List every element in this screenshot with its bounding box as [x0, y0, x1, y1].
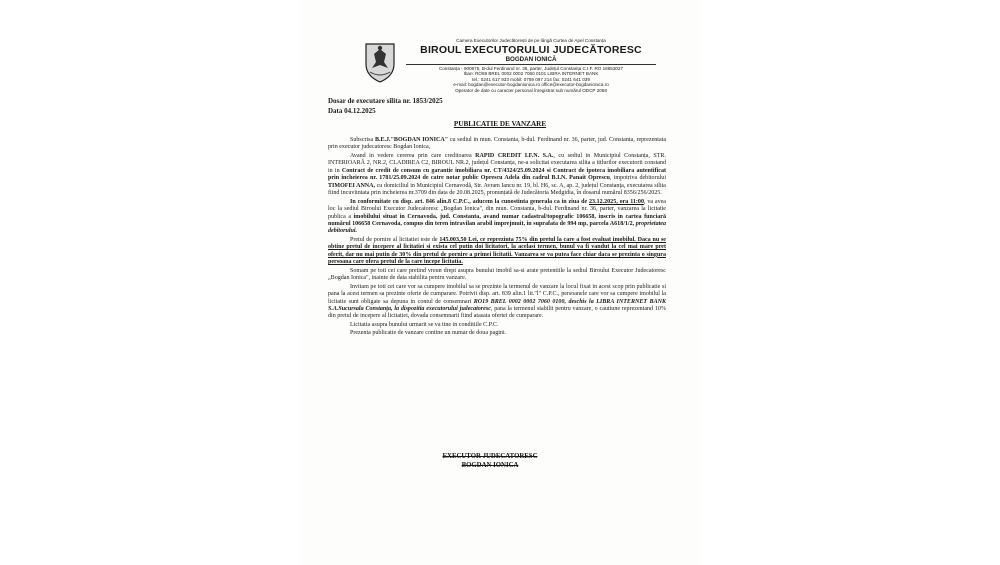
paragraph-8: Prezenta publicatie de vanzare contine un numar de doua pagini.: [350, 330, 507, 337]
email-line: e-mail: bogdan@executor-bogdanionica.ro office@executor-bogdanionica.ro: [453, 82, 609, 88]
signature-block: [430, 452, 550, 470]
coat-of-arms-icon: [362, 40, 398, 84]
paragraph-1: Subscrisa B.E.J."BOGDAN IONICA" cu sediul in mun. Constanta, b-dul. Ferdinand nr. 36, parter, jud. Constanta, reprezentata prin executor judecatoresc Bogdan Ionica,: [328, 137, 666, 151]
document-page: [300, 0, 700, 565]
bank-line: Iban: RO69 BREL 0002 0002 7060 0101 LIBRA INTERNET BANK: [463, 71, 599, 77]
case-reference: [328, 97, 443, 116]
case-number: Dosar de executare silita nr. 1853/2025: [328, 97, 443, 105]
chamber-line: Camera Executorilor Judecătorești de pe lângă Curtea de Apel Constanța: [456, 38, 606, 43]
phone-line: tel.: 0241 617 933 mobil: 0769 097 214 fax: 0241 641 039: [472, 76, 590, 82]
header-divider: [406, 64, 656, 65]
signature-name: BOGDAN IONICA: [461, 462, 519, 469]
operator-line: Operator de date cu caracter personal înregistrat sub numărul ODCP 2068: [455, 87, 607, 93]
address-line: Constanța - 900675, B-dul Ferdinand nr. 36, parter, Județul Constanța C.I.F. RO 18653027: [438, 65, 624, 71]
paragraph-4: Pretul de pornire al licitatiei este de 145.003,50 Lei, ce reprezinta 75% din pretul la care a fost evaluat imobilul. Daca nu se obtine pretul de incepere al licitatiei si exista cel putin doi licitatori, la acelasi termen, bunul va fi vandut la cel mai mare pret oferit, dar nu mai putin de 30% din pretul de pornire a primei licitatii. Vanzarea se va putea face chiar daca se prezinta o singura persoana care ofera pretul de la care incepe licitatia.: [328, 236, 666, 266]
office-title: BIROUL EXECUTORULUI JUDECĂTORESC: [420, 43, 642, 56]
paragraph-7: Licitatia asupra bunului urmarit se va tine in conditiile C.P.C.: [350, 321, 499, 328]
letterhead: [362, 38, 652, 94]
paragraph-3: In conformitate cu disp. art. 846 alin.8 C.P.C., aducem la cunostinta generala ca in ziua de 23.12.2025, ora 11:00, va avea loc la sediul Biroului Executor Judecatoresc „Bogdan Ionica", din mun. Constanta, b-dul. Ferdinand nr. 36, parter, vanzarea la licitatie publica a imobilului situat in Cernavoda, jud. Constanta, avand numar cadastral/topografic 106658, inscris in cartea funciară numărul 106658 Cernavoda, compus din teren intravilan arabil imprejmuit, in suprafata de 994 mp, parcela A618/1/2, proprietatea debitorului.: [328, 198, 666, 235]
paragraph-6: Invitam pe toti cei care vor sa cumpere imobilul sa se prezinte la termenul de vanzare la locul fixat in acest scop prin publicatie si pana la acest termen sa prezinte oferte de cumparare. Potrivit disp. art. 839 alin.1 lit."l" C.P.C., persoanele care vor sa cumpere imobilul la licitatie sunt obligate sa depuna in contul de consemnari RO19 BREL 0002 0002 7060 0100, deschis la LIBRA INTERNET BANK S.A.Sucursala Constanța, la dispozitia executorului judecatoresc, pana la termenul stabilit pentru vanzare, o cautiune reprezentand 10% din pretul de incepere al licitatiei, dovada consemnarii fiind atasata ofertei de cumparare.: [328, 283, 666, 320]
paragraph-2: Avand in vedere cererea prin care creditoarea RAPID CREDIT I.F.N. S.A., cu sediul in Municipiul Constanța, STR. INTERIOARĂ 2, NR.2, CLADIREA C2, BIROUL NR.2, județul Constanța, ne-a solicitat executarea silita a titlurilor executorii constand in in Contract de credit de consum cu garantie imobiliara nr. CT/4324/25.09.2024 si Contract de ipoteca imobiliara autentificat prin incheierea nr. 1781/25.09.2024 de catre notar public Oprescu Adela din cadrul B.I.N. Panait Oprescu, impotriva debitorului TIMOFEI ANNA, cu domiciliul in Municipiul Cernavodă, Str. Avram Iancu nr. 19, bl. H6, sc. A, ap. 2, județul Constanța, executarea silita fiind incuviintata prin incheierea nr.3709 din data de 20.08.2025, pronunțată de Judecătoria Medgidia, în dosarul numărul 8356/256/2025.: [328, 152, 667, 197]
paragraph-5: Somam pe toti cei care pretind vreun drept asupra bunului imobil sa-si arate pretentiile la sediul Biroului Executor Judecatoresc „Bogdan Ionica", inainte de data stabilita pentru vanzare.: [328, 267, 666, 282]
signature-role: EXECUTOR JUDECATORESC: [442, 453, 538, 460]
document-title: PUBLICATIE DE VANZARE: [453, 120, 547, 128]
document-body: [328, 137, 666, 338]
office-name: BOGDAN IONICĂ: [505, 55, 557, 63]
case-date: Data 04.12.2025: [328, 106, 376, 115]
